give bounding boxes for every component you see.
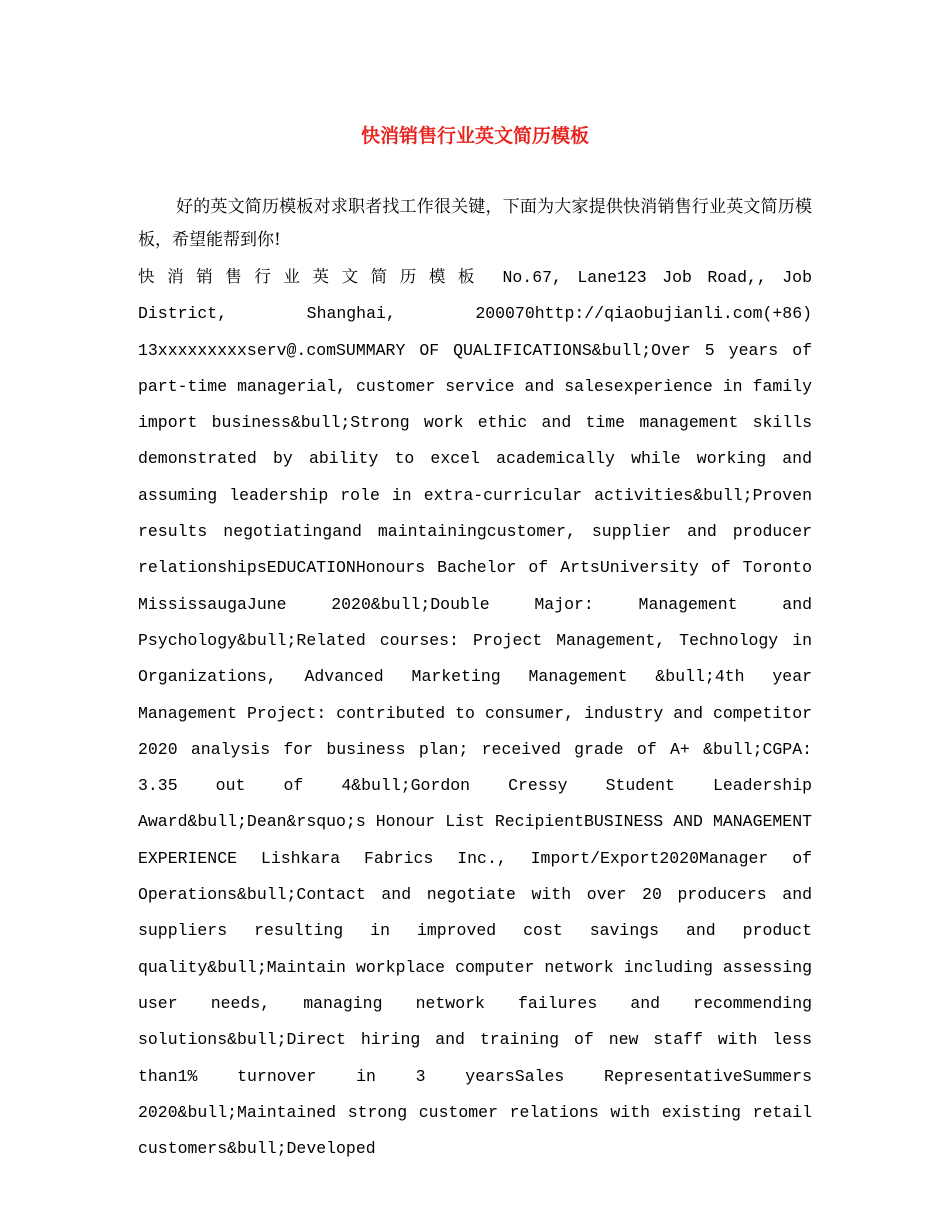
resume-body xyxy=(138,259,812,1167)
resume-content: No.67, Lane123 Job Road,, Job District, Shanghai, 200070http://qiaobujianli.com(+86) 13xxxxxxxxxserv@.comSUMMARY OF QUALIFICATIONS&bull;Over 5 years of part-time managerial, customer service and salesexperience in family import business&bull;Strong work ethic and time management skills demonstrated by ability to excel academically while working and assuming leadership role in extra-curricular activities&bull;Proven results negotiatingand maintainingcustomer, supplier and producer relationshipsEDUCATIONHonours Bachelor of ArtsUniversity of Toronto MississaugaJune 2020&bull;Double Major: Management and Psychology&bull;Related courses: Project Management, Technology in Organizations, Advanced Marketing Management &bull;4th year Management Project: contributed to consumer, industry and competitor 2020 analysis for business plan; received grade of A+ &bull;CGPA: 3.35 out of 4&bull;Gordon Cressy Student Leadership Award&bull;Dean&rsquo;s Honour List RecipientBUSINESS AND MANAGEMENT EXPERIENCE Lishkara Fabrics Inc., Import/Export2020Manager of Operations&bull;Contact and negotiate with over 20 producers and suppliers resulting in improved cost savings and product quality&bull;Maintain workplace computer network including assessing user needs, managing network failures and recommending solutions&bull;Direct hiring and training of new staff with less than1% turnover in 3 yearsSales RepresentativeSummers 2020&bull;Maintained strong customer relations with existing retail customers&bull;Developed xyxy=(138,268,812,1159)
resume-heading: 快消销售行业英文简历模板 xyxy=(138,267,488,286)
document-title: 快消销售行业英文简历模板 xyxy=(360,125,589,147)
intro-paragraph: 好的英文简历模板对求职者找工作很关键，下面为大家提供快消销售行业英文简历模板，希望能帮到你! xyxy=(138,197,812,250)
